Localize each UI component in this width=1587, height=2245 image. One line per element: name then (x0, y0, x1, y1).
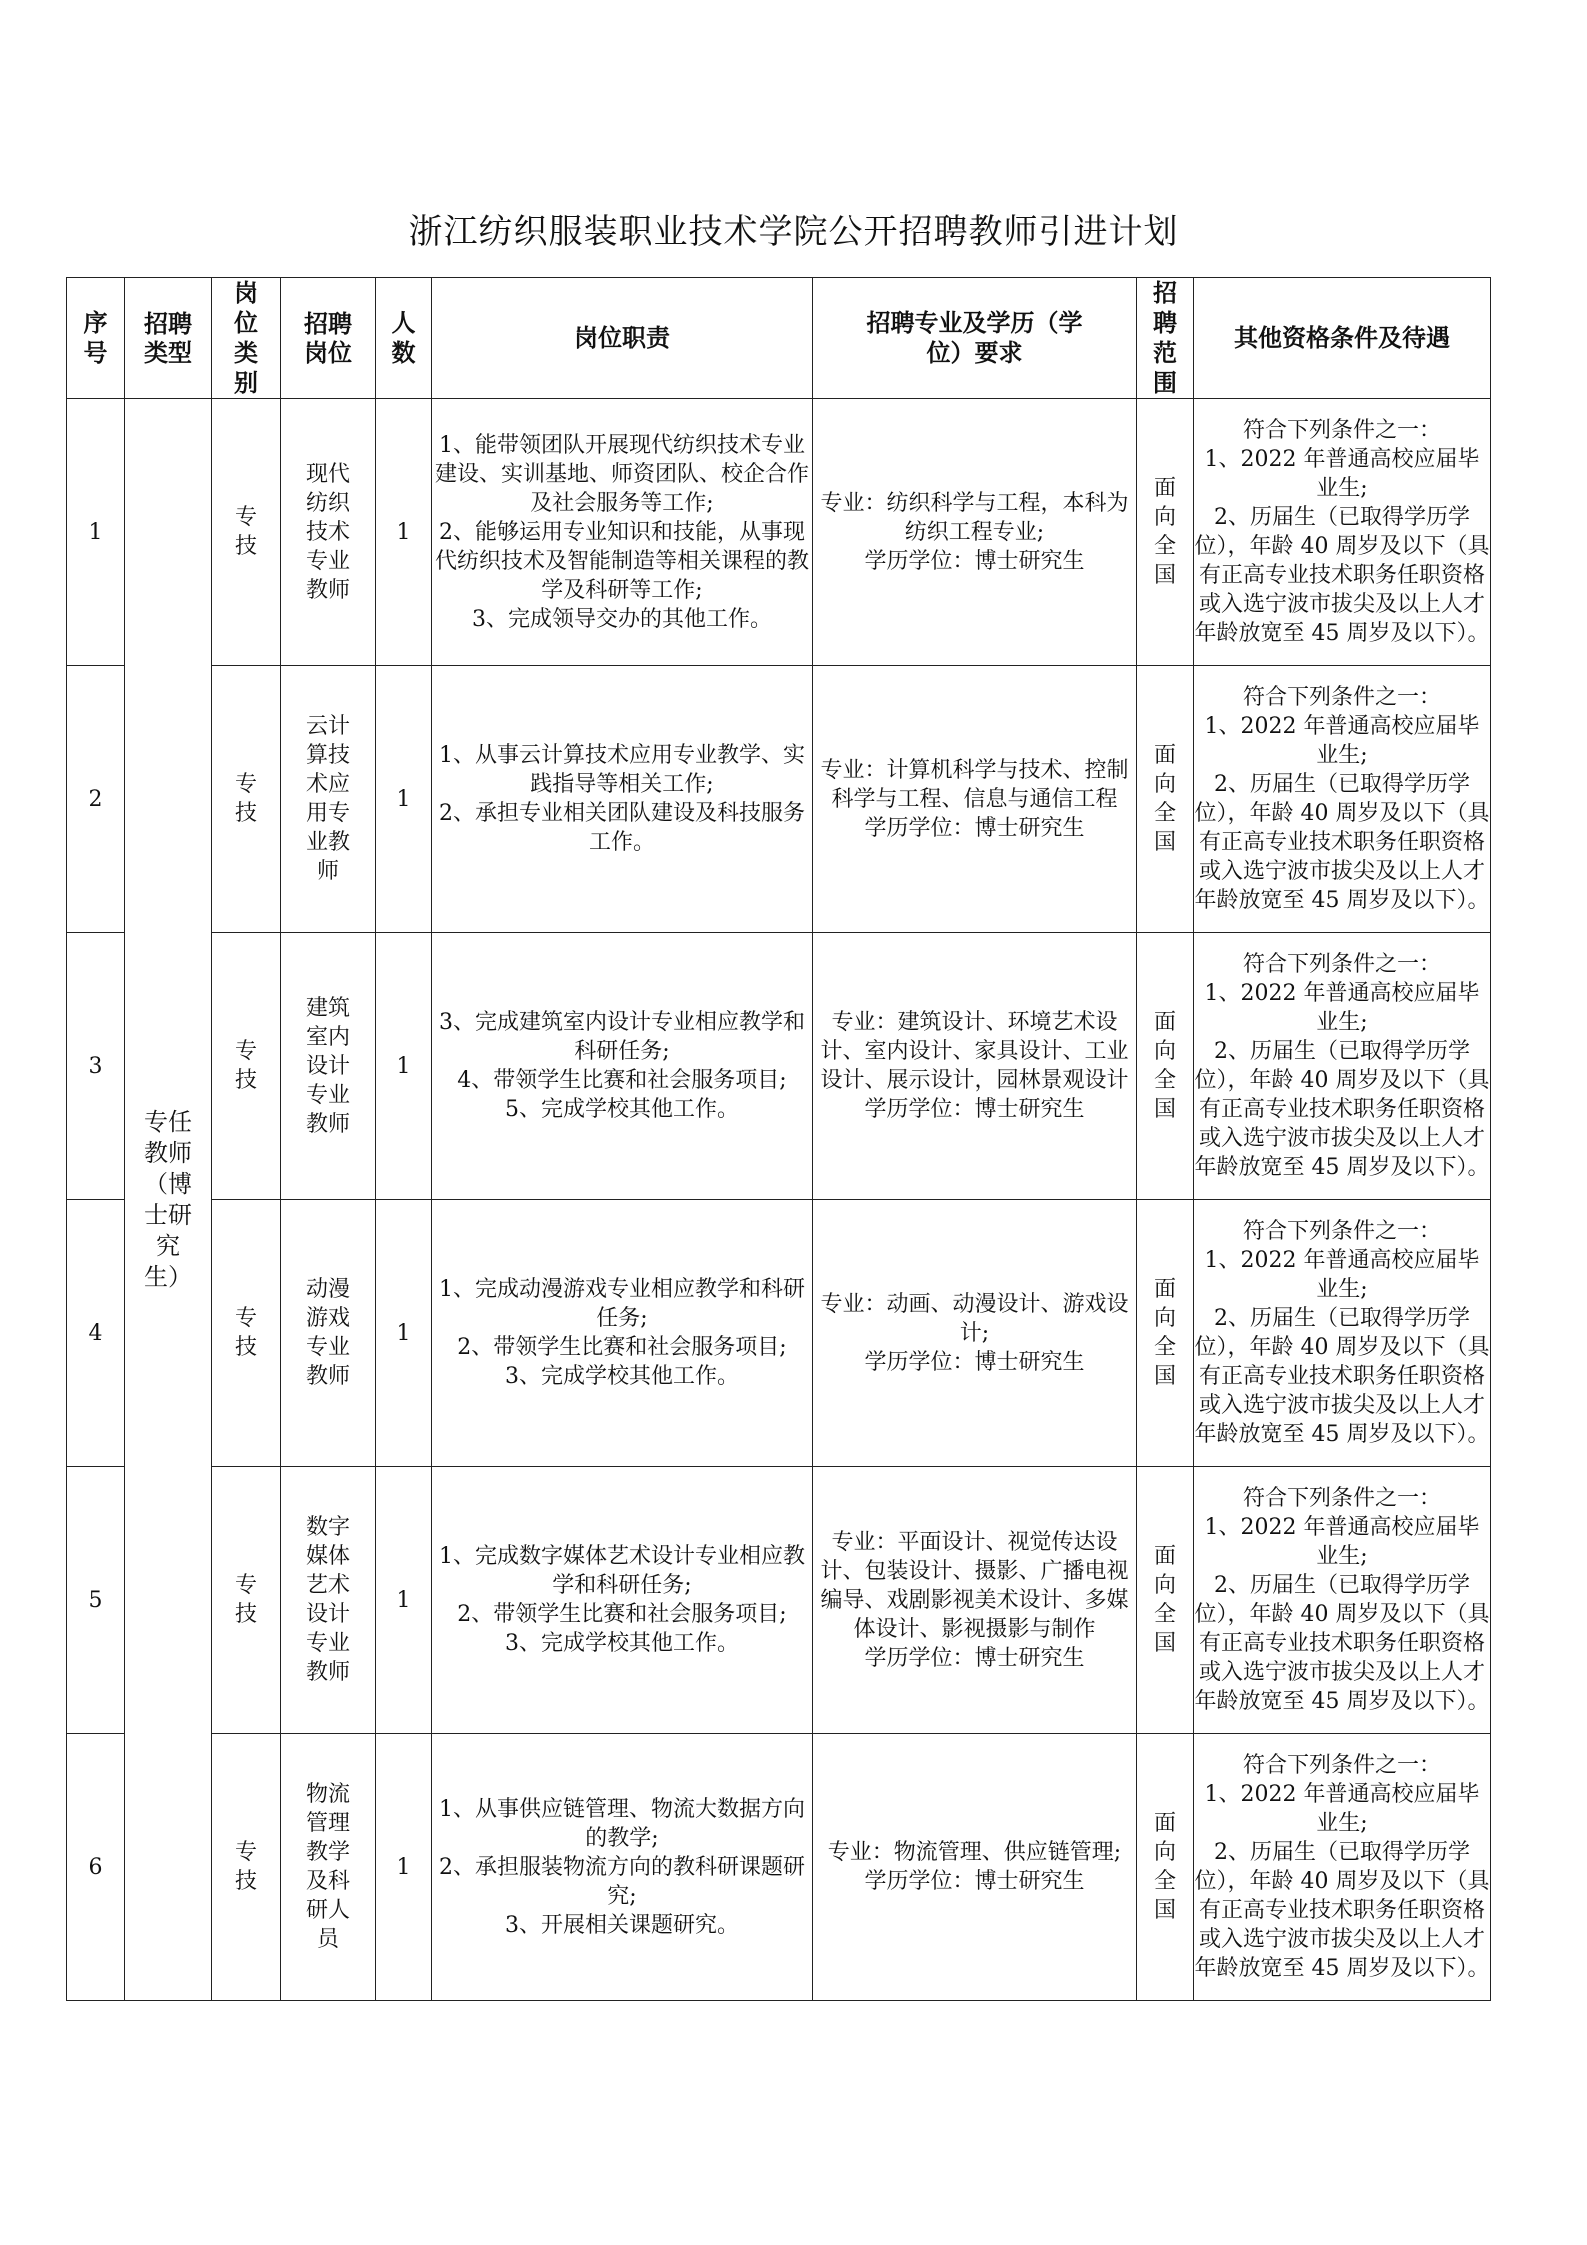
condition-line: 2、历届生（已取得学历学位），年龄 40 周岁及以下（具有正高专业技术职务任职资格或入选宁波市拔尖及以上人才年龄放宽至 45 周岁及以下）。 (1194, 1306, 1490, 1447)
row-major-edu (813, 1200, 1137, 1467)
row-duties (432, 399, 813, 666)
header-seq: 序号 (67, 278, 125, 399)
duty-line: 1、从事供应链管理、物流大数据方向的教学; (439, 1796, 805, 1851)
condition-line: 2、历届生（已取得学历学位），年龄 40 周岁及以下（具有正高专业技术职务任职资格或入选宁波市拔尖及以上人才年龄放宽至 45 周岁及以下）。 (1194, 1573, 1490, 1714)
row-duties (432, 666, 813, 933)
header-post-category: 岗位类别 (212, 278, 281, 399)
duty-line: 2、带领学生比赛和社会服务项目; (457, 1602, 787, 1627)
header-count: 人数 (376, 278, 432, 399)
row-seq: 3 (67, 933, 125, 1200)
duty-line: 4、带领学生比赛和社会服务项目; (457, 1068, 787, 1093)
condition-line: 1、2022 年普通高校应届毕业生; (1204, 981, 1480, 1035)
row-conditions (1194, 1467, 1491, 1734)
row-post-name: 数字媒体艺术设计专业教师 (281, 1467, 376, 1734)
row-conditions (1194, 1734, 1491, 2001)
row-seq: 5 (67, 1467, 125, 1734)
condition-line: 2、历届生（已取得学历学位），年龄 40 周岁及以下（具有正高专业技术职务任职资格或入选宁波市拔尖及以上人才年龄放宽至 45 周岁及以下）。 (1194, 772, 1490, 913)
row-scope: 面向全国 (1137, 1467, 1194, 1734)
row-conditions (1194, 1200, 1491, 1467)
row-count: 1 (376, 666, 432, 933)
header-scope: 招聘范围 (1137, 278, 1194, 399)
row-post-name: 云计算技术应用专业教师 (281, 666, 376, 933)
duty-line: 2、能够运用专业知识和技能，从事现代纺织技术及智能制造等相关课程的教学及科研等工作; (434, 519, 809, 603)
header-conditions: 其他资格条件及待遇 (1194, 278, 1491, 399)
major-line: 专业：纺织科学与工程，本科为纺织工程专业; (820, 490, 1129, 545)
duty-line: 5、完成学校其他工作。 (505, 1097, 739, 1122)
row-seq: 4 (67, 1200, 125, 1467)
row-count: 1 (376, 1734, 432, 2001)
row-count: 1 (376, 1467, 432, 1734)
row-count: 1 (376, 399, 432, 666)
duty-line: 3、完成学校其他工作。 (505, 1364, 739, 1389)
table-row (67, 399, 1491, 666)
row-post-category: 专技 (212, 933, 281, 1200)
duty-line: 2、承担服装物流方向的教科研课题研究; (439, 1854, 805, 1909)
row-count: 1 (376, 933, 432, 1200)
condition-line: 符合下列条件之一： (1242, 1486, 1441, 1511)
table-header-row (67, 278, 1491, 399)
major-line: 学历学位：博士研究生 (864, 1097, 1085, 1122)
major-line: 学历学位：博士研究生 (864, 1645, 1085, 1671)
row-scope: 面向全国 (1137, 1734, 1194, 2001)
header-post-name: 招聘岗位 (281, 278, 376, 399)
duty-line: 3、完成建筑室内设计专业相应教学和科研任务; (439, 1010, 805, 1064)
row-duties (432, 933, 813, 1200)
row-major-edu (813, 1467, 1137, 1734)
row-post-name: 建筑室内设计专业教师 (281, 933, 376, 1200)
table-row (67, 933, 1491, 1200)
row-conditions (1194, 933, 1491, 1200)
row-conditions (1194, 399, 1491, 666)
duty-line: 1、从事云计算技术应用专业教学、实践指导等相关工作; (439, 743, 805, 797)
condition-line: 符合下列条件之一： (1242, 1219, 1441, 1244)
row-seq: 2 (67, 666, 125, 933)
condition-line: 1、2022 年普通高校应届毕业生; (1204, 447, 1480, 501)
table-row (67, 666, 1491, 933)
condition-line: 1、2022 年普通高校应届毕业生; (1204, 1782, 1480, 1836)
condition-line: 符合下列条件之一： (1242, 685, 1441, 710)
row-seq: 6 (67, 1734, 125, 2001)
condition-line: 2、历届生（已取得学历学位），年龄 40 周岁及以下（具有正高专业技术职务任职资格或入选宁波市拔尖及以上人才年龄放宽至 45 周岁及以下）。 (1194, 505, 1490, 646)
table-row (67, 1467, 1491, 1734)
row-post-name: 物流管理教学及科研人员 (281, 1734, 376, 2001)
row-count: 1 (376, 1200, 432, 1467)
major-line: 专业：动画、动漫设计、游戏设计; (820, 1291, 1129, 1346)
header-major-edu: 招聘专业及学历（学位）要求 (813, 278, 1137, 399)
condition-line: 2、历届生（已取得学历学位），年龄 40 周岁及以下（具有正高专业技术职务任职资格或入选宁波市拔尖及以上人才年龄放宽至 45 周岁及以下）。 (1194, 1840, 1490, 1981)
recruitment-plan-table (66, 277, 1491, 2001)
row-major-edu (813, 933, 1137, 1200)
duty-line: 3、开展相关课题研究。 (505, 1912, 739, 1938)
row-seq: 1 (67, 399, 125, 666)
duty-line: 1、完成动漫游戏专业相应教学和科研任务; (439, 1277, 805, 1331)
row-conditions (1194, 666, 1491, 933)
condition-line: 1、2022 年普通高校应届毕业生; (1204, 714, 1480, 768)
duty-line: 2、承担专业相关团队建设及科技服务工作。 (439, 801, 805, 855)
major-line: 学历学位：博士研究生 (864, 1869, 1085, 1894)
row-duties (432, 1734, 813, 2001)
condition-line: 符合下列条件之一： (1242, 952, 1441, 977)
row-scope: 面向全国 (1137, 666, 1194, 933)
row-post-category: 专技 (212, 1734, 281, 2001)
row-post-category: 专技 (212, 666, 281, 933)
row-scope: 面向全国 (1137, 399, 1194, 666)
row-post-name: 动漫游戏专业教师 (281, 1200, 376, 1467)
major-line: 学历学位：博士研究生 (864, 815, 1085, 841)
row-post-category: 专技 (212, 1467, 281, 1734)
table-row (67, 1734, 1491, 2001)
major-line: 专业：物流管理、供应链管理; (827, 1840, 1122, 1865)
condition-line: 1、2022 年普通高校应届毕业生; (1204, 1248, 1480, 1302)
row-major-edu (813, 399, 1137, 666)
major-line: 专业：建筑设计、环境艺术设计、室内设计、家具设计、工业设计、展示设计，园林景观设计 (820, 1010, 1129, 1093)
major-line: 学历学位：博士研究生 (864, 548, 1085, 574)
duty-line: 1、能带领团队开展现代纺织技术专业建设、实训基地、师资团队、校企合作及社会服务等工作; (434, 432, 809, 516)
row-major-edu (813, 666, 1137, 933)
row-major-edu (813, 1734, 1137, 2001)
row-post-name: 现代纺织技术专业教师 (281, 399, 376, 666)
row-post-category: 专技 (212, 399, 281, 666)
row-duties (432, 1467, 813, 1734)
condition-line: 符合下列条件之一： (1242, 418, 1441, 443)
header-recruit-type: 招聘类型 (125, 278, 212, 399)
duty-line: 2、带领学生比赛和社会服务项目; (457, 1335, 787, 1360)
condition-line: 1、2022 年普通高校应届毕业生; (1204, 1515, 1480, 1569)
header-duties: 岗位职责 (432, 278, 813, 399)
row-post-category: 专技 (212, 1200, 281, 1467)
major-line: 专业：计算机科学与技术、控制科学与工程、信息与通信工程 (820, 757, 1129, 812)
page-title: 浙江纺织服装职业技术学院公开招聘教师引进计划 (408, 212, 1179, 252)
condition-line: 符合下列条件之一： (1242, 1753, 1441, 1778)
major-line: 学历学位：博士研究生 (864, 1349, 1085, 1375)
duty-line: 1、完成数字媒体艺术设计专业相应教学和科研任务; (439, 1544, 805, 1598)
row-scope: 面向全国 (1137, 1200, 1194, 1467)
condition-line: 2、历届生（已取得学历学位），年龄 40 周岁及以下（具有正高专业技术职务任职资格或入选宁波市拔尖及以上人才年龄放宽至 45 周岁及以下）。 (1194, 1039, 1490, 1180)
row-scope: 面向全国 (1137, 933, 1194, 1200)
table-row (67, 1200, 1491, 1467)
row-duties (432, 1200, 813, 1467)
duty-line: 3、完成学校其他工作。 (505, 1631, 739, 1656)
major-line: 专业：平面设计、视觉传达设计、包装设计、摄影、广播电视编导、戏剧影视美术设计、多媒体设计、影视摄影与制作 (820, 1529, 1129, 1642)
recruit-type-merged-cell: 专任教师（博士研究生） (125, 399, 212, 2001)
duty-line: 3、完成领导交办的其他工作。 (472, 606, 772, 632)
